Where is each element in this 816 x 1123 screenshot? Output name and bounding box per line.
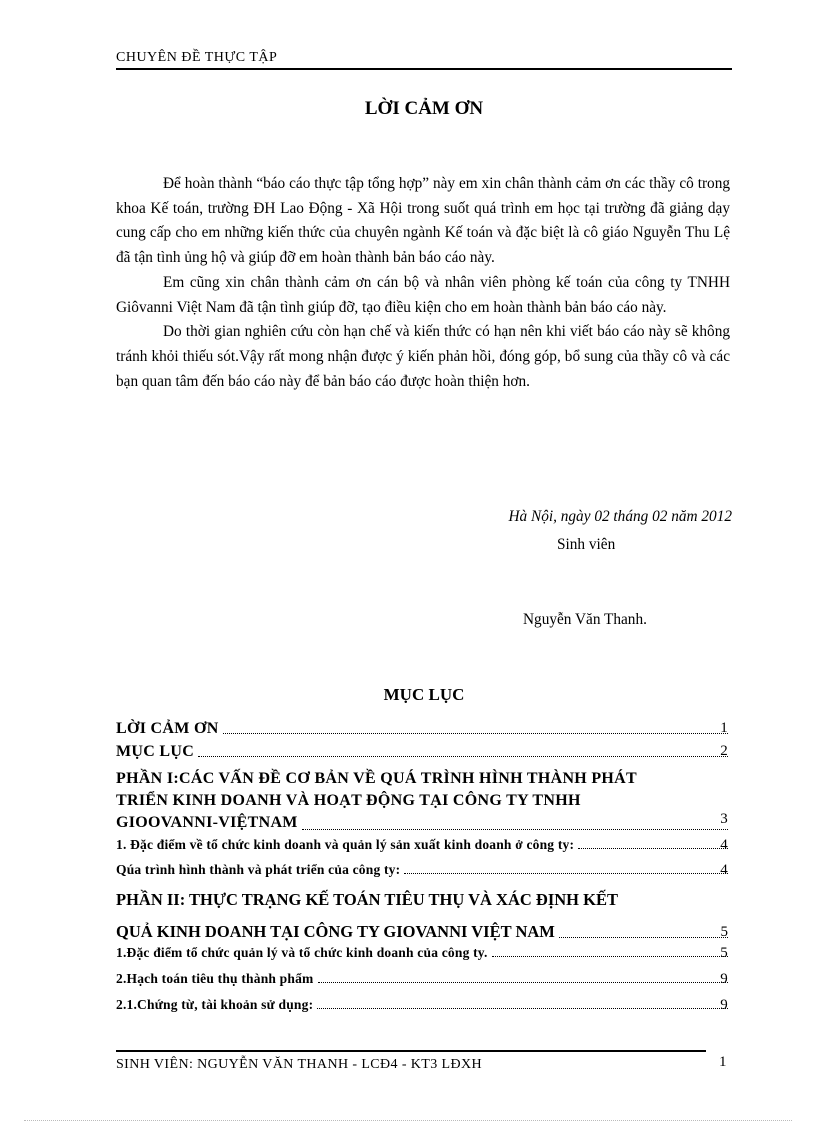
toc-entry-text: MỤC LỤC: [116, 743, 195, 760]
toc-entry[interactable]: [116, 997, 732, 1013]
toc-entry-text: GIOOVANNI-VIỆTNAM: [116, 814, 298, 831]
paragraph: Em cũng xin chân thành cảm ơn cán bộ và nhân viên phòng kế toán của công ty TNHH Giôvanni Việt Nam đã tận tình giúp đỡ, tạo điều kiện cho em hoàn thành bản báo cáo này.: [116, 273, 730, 316]
toc-leader: [302, 828, 728, 830]
toc-entry-text: LỜI CẢM ƠN: [116, 720, 219, 737]
toc-page-number: 9: [720, 997, 728, 1013]
toc-entry[interactable]: [116, 837, 732, 853]
toc-page-number: 2: [720, 743, 728, 759]
toc-leader: [578, 847, 728, 849]
toc-entry-text: 1.Đặc điểm tổ chức quản lý và tổ chức kinh doanh của công ty.: [116, 945, 488, 960]
toc-entry[interactable]: [116, 743, 732, 761]
paragraph: Do thời gian nghiên cứu còn hạn chế và kiến thức có hạn nên khi viết báo cáo này sẽ không tránh khỏi thiếu sót.Vậy rất mong nhận được ý kiến phản hồi, đóng góp, bổ sung của thầy cô và các bạn quan tâm đến báo cáo này để bản báo cáo được hoàn thiện hơn.: [116, 323, 730, 390]
paragraph: Để hoàn thành “báo cáo thực tập tổng hợp” này em xin chân thành cảm ơn các thầy cô trong khoa Kế toán, trường ĐH Lao Động - Xã Hội trong suốt quá trình em học tại trường đã giảng dạy cung cấp cho em những kiến thức của chuyên ngành Kế toán và đặc biệt là cô giáo Nguyễn Thu Lệ đã tận tình ủng hộ và giúp đỡ em hoàn thành bản báo cáo này.: [116, 175, 730, 267]
toc-page-number: 4: [720, 837, 728, 853]
toc-entry-text: Qúa trình hình thành và phát triển của công ty:: [116, 862, 401, 877]
toc-leader: [318, 981, 729, 983]
toc-entry[interactable]: [116, 768, 732, 834]
toc-entry-text: PHẦN I:CÁC VẤN ĐỀ CƠ BẢN VỀ QUÁ TRÌNH HÌNH THÀNH PHÁT: [116, 770, 637, 787]
page-title: LỜI CẢM ƠN: [364, 98, 484, 119]
toc-leader: [223, 732, 728, 734]
toc-entry-text: 1. Đặc điểm về tổ chức kinh doanh và quản lý sản xuất kinh doanh ở công ty:: [116, 837, 575, 852]
page-footer: SINH VIÊN: NGUYỄN VĂN THANH - LCĐ4 - KT3 LĐXH: [116, 1057, 483, 1072]
page-header: [116, 50, 732, 70]
toc-leader: [404, 872, 728, 874]
toc-leader: [492, 955, 728, 957]
toc-entry[interactable]: [116, 945, 732, 961]
signature-name: Nguyễn Văn Thanh.: [523, 611, 647, 628]
signature-role: Sinh viên: [557, 536, 616, 553]
toc-entry[interactable]: [116, 971, 732, 987]
acknowledgement-body: [116, 172, 730, 394]
footer-page-number: 1: [719, 1054, 727, 1070]
toc-leader: [559, 936, 728, 938]
toc-page-number: 1: [720, 720, 728, 736]
toc-entry-text: 2.Hạch toán tiêu thụ thành phẩm: [116, 971, 314, 986]
toc-entry[interactable]: [116, 884, 732, 948]
toc-entry-text: TRIỂN KINH DOANH VÀ HOẠT ĐỘNG TẠI CÔNG TY TNHH: [116, 792, 581, 809]
toc-page-number: 4: [720, 862, 728, 878]
toc-leader: [198, 755, 728, 757]
toc-leader: [317, 1007, 728, 1009]
footer-divider: [116, 1050, 706, 1052]
toc-entry-text: 2.1.Chứng từ, tài khoản sử dụng:: [116, 997, 314, 1012]
toc-entry-text: PHẦN II: THỰC TRẠNG KẾ TOÁN TIÊU THỤ VÀ XÁC ĐỊNH KẾT: [116, 890, 618, 909]
signature-date: Hà Nội, ngày 02 tháng 02 năm 2012: [508, 508, 732, 525]
toc-page-number: 5: [720, 924, 728, 940]
toc-title: MỤC LỤC: [383, 685, 465, 704]
toc-page-number: 3: [720, 811, 728, 827]
toc-entry-text: QUẢ KINH DOANH TẠI CÔNG TY GIOVANNI VIỆT NAM: [116, 922, 555, 941]
page-boundary: [24, 1120, 792, 1121]
toc-entry[interactable]: [116, 720, 732, 738]
toc-page-number: 9: [720, 971, 728, 987]
toc-page-number: 5: [720, 945, 728, 961]
header-text: CHUYÊN ĐỀ THỰC TẬP: [116, 50, 278, 65]
toc-entry[interactable]: [116, 862, 732, 878]
